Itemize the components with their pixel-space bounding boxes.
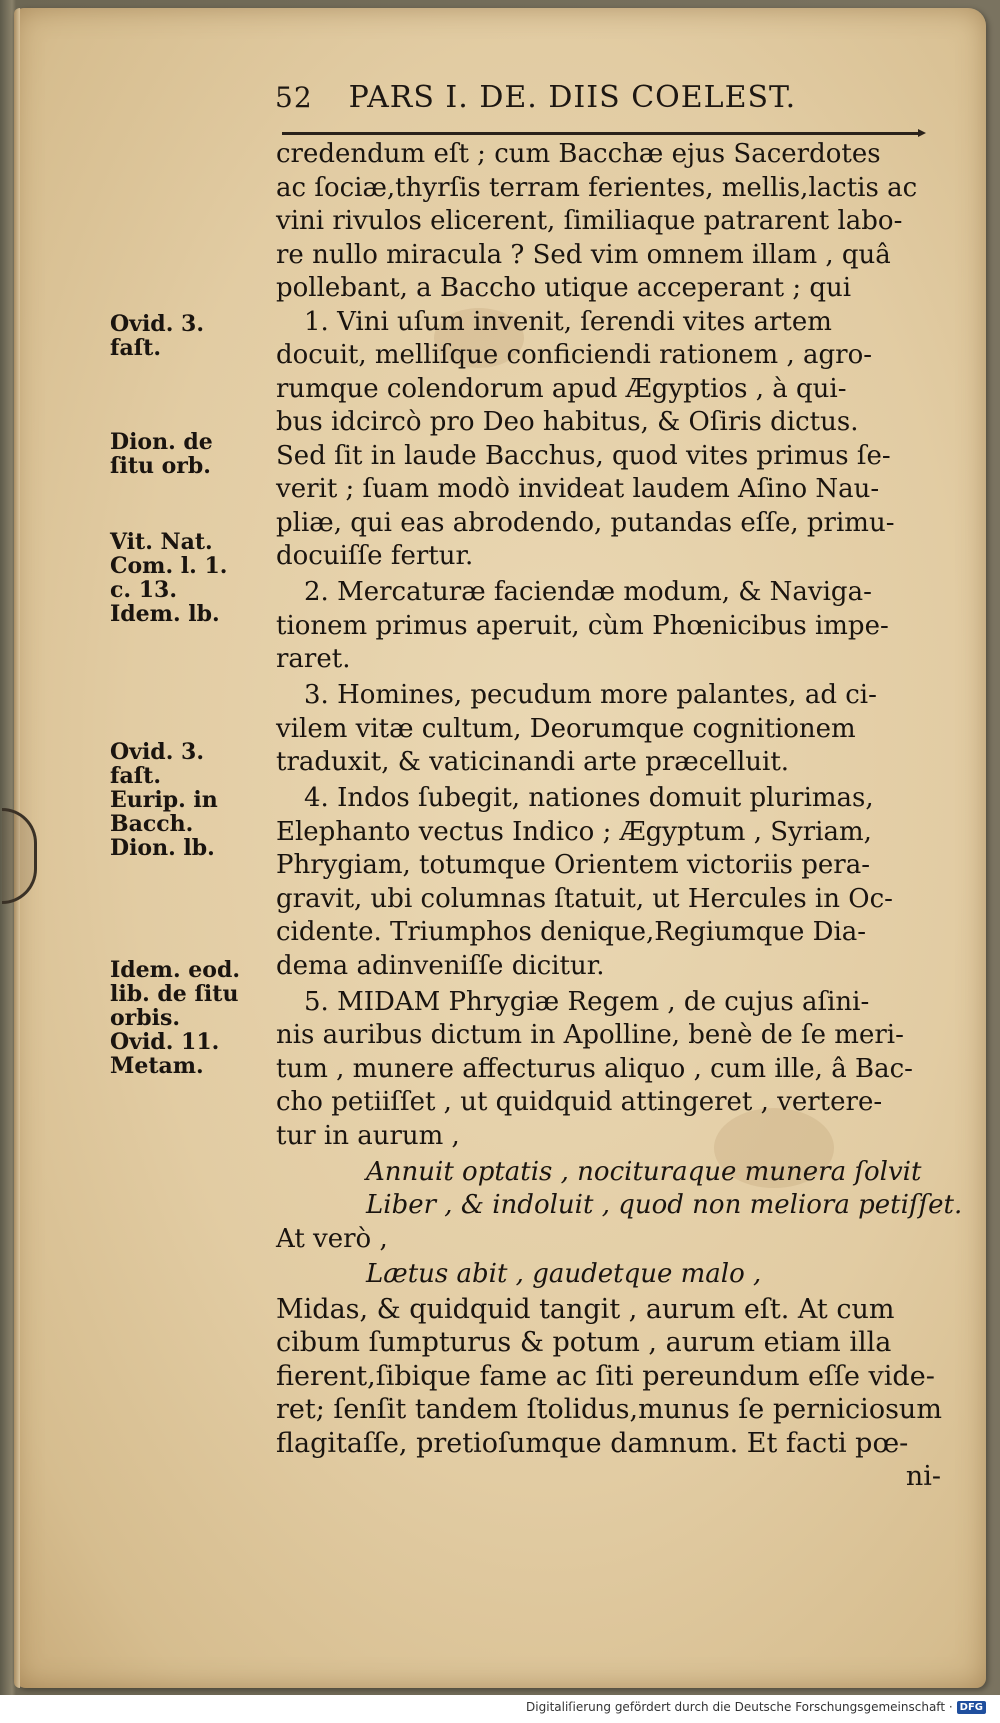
running-title: PARS I. DE. DIIS COELEST.: [348, 80, 797, 115]
text-line: cho petiiſſet , ut quidquid attingeret , vertere-: [276, 1087, 883, 1117]
margin-note: Vit. Nat. Com. l. 1. c. 13. Idem. lb.: [110, 529, 228, 627]
credit-text: Digitaliſierung gefördert durch die Deutsche Forschungsgemeinschaft ·: [526, 1700, 953, 1714]
text-line: Sed ſit in laude Bacchus, quod vites primus ſe-: [276, 440, 891, 471]
text-line: tur in aurum ,: [276, 1120, 460, 1151]
text-line: vini rivulos elicerent, ſimiliaque patrarent labo-: [276, 206, 903, 236]
text-line: fierent,ſibique fame ac ſiti pereundum eſſe vide-: [276, 1360, 935, 1392]
text-line: 3. Homines, pecudum more palantes, ad ci-: [304, 680, 877, 710]
text-line: pliæ, qui eas abrodendo, putandas eſſe, primu-: [276, 507, 895, 538]
margin-note: Ovid. 3. faſt. Eurip. in Bacch. Dion. lb.: [110, 739, 218, 861]
text-line: At verò ,: [276, 1223, 388, 1254]
text-line: 2. Mercaturæ faciendæ modum, & Naviga-: [304, 577, 872, 607]
text-line: pollebant, a Baccho utique acceperant ; qui: [276, 273, 852, 303]
text-line: 1. Vini uſum invenit, ſerendi vites artem: [304, 306, 832, 337]
text-line: 5. MIDAM Phrygiæ Regem , de cujus aſini-: [304, 986, 870, 1017]
text-line: cidente. Triumphos denique,Regiumque Dia-: [276, 917, 867, 947]
text-line: credendum eſt ; cum Bacchæ ejus Sacerdotes: [276, 139, 881, 169]
text-line: cibum ſumpturus & potum , aurum etiam illa: [276, 1327, 892, 1358]
catchword: ni-: [905, 1461, 941, 1492]
text-line: gravit, ubi columnas ſtatuit, ut Hercules in Oc-: [276, 883, 893, 914]
text-line: flagitaſſe, pretioſumque damnum. Et facti pœ-: [276, 1427, 909, 1459]
header-rule: [282, 132, 922, 135]
text-line: re nullo miracula ? Sed vim omnem illam , quâ: [276, 239, 891, 270]
text-line: traduxit, & vaticinandi arte præcelluit.: [276, 747, 790, 777]
text-line: rumque colendorum apud Ægyptios , à qui-: [276, 373, 847, 404]
text-line: verit ; ſuam modò invideat laudem Aſino Nau-: [276, 474, 880, 504]
text-line: Midas, & quidquid tangit , aurum eſt. At cum: [276, 1293, 895, 1325]
running-head: [275, 80, 875, 126]
text-line: tum , munere affecturus aliquo , cum ille, â Bac-: [276, 1053, 913, 1084]
verse-line: Annuit optatis , nocituraque munera ſolvit: [366, 1156, 922, 1187]
text-line: ret; ſenſit tandem ſtolidus,munus ſe perniciosum: [276, 1394, 942, 1425]
margin-note: Ovid. 3. faſt.: [110, 311, 204, 361]
margin-note: Idem. eod. lib. de ſitu orbis. Ovid. 11. Metam.: [110, 957, 240, 1079]
verse-line: Liber , & indoluit , quod non meliora petiſſet.: [366, 1190, 963, 1220]
page-number: 52: [275, 81, 313, 114]
text-line: docuit, melliſque conficiendi rationem , agro-: [276, 340, 873, 370]
body-text: [276, 138, 963, 1494]
margin-note: Dion. de ſitu orb.: [110, 429, 213, 479]
digitization-credit: [526, 1700, 986, 1714]
text-line: bus idcircò pro Deo habitus, & Oſiris dictus.: [276, 407, 859, 437]
verse-line: Lætus abit , gaudetque malo ,: [366, 1258, 762, 1289]
dfg-logo: DFG: [957, 1701, 986, 1714]
text-line: vilem vitæ cultum, Deorumque cognitionem: [276, 713, 856, 744]
text-line: ac ſociæ,thyrſis terram ferientes, mellis,lactis ac: [276, 172, 918, 203]
text-line: docuiſſe fertur.: [276, 541, 474, 571]
text-line: tionem primus aperuit, cùm Phœnicibus impe-: [276, 610, 889, 641]
text-line: 4. Indos ſubegit, nationes domuit plurimas,: [304, 783, 874, 813]
text-line: raret.: [276, 644, 351, 674]
text-line: nis auribus dictum in Apolline, benè de ſe meri-: [276, 1020, 904, 1050]
text-line: Elephanto vectus Indico ; Ægyptum , Syriam,: [276, 816, 872, 847]
text-line: Phrygiam, totumque Orientem victoriis pera-: [276, 850, 871, 880]
text-line: dema adinveniſſe dicitur.: [276, 950, 605, 981]
